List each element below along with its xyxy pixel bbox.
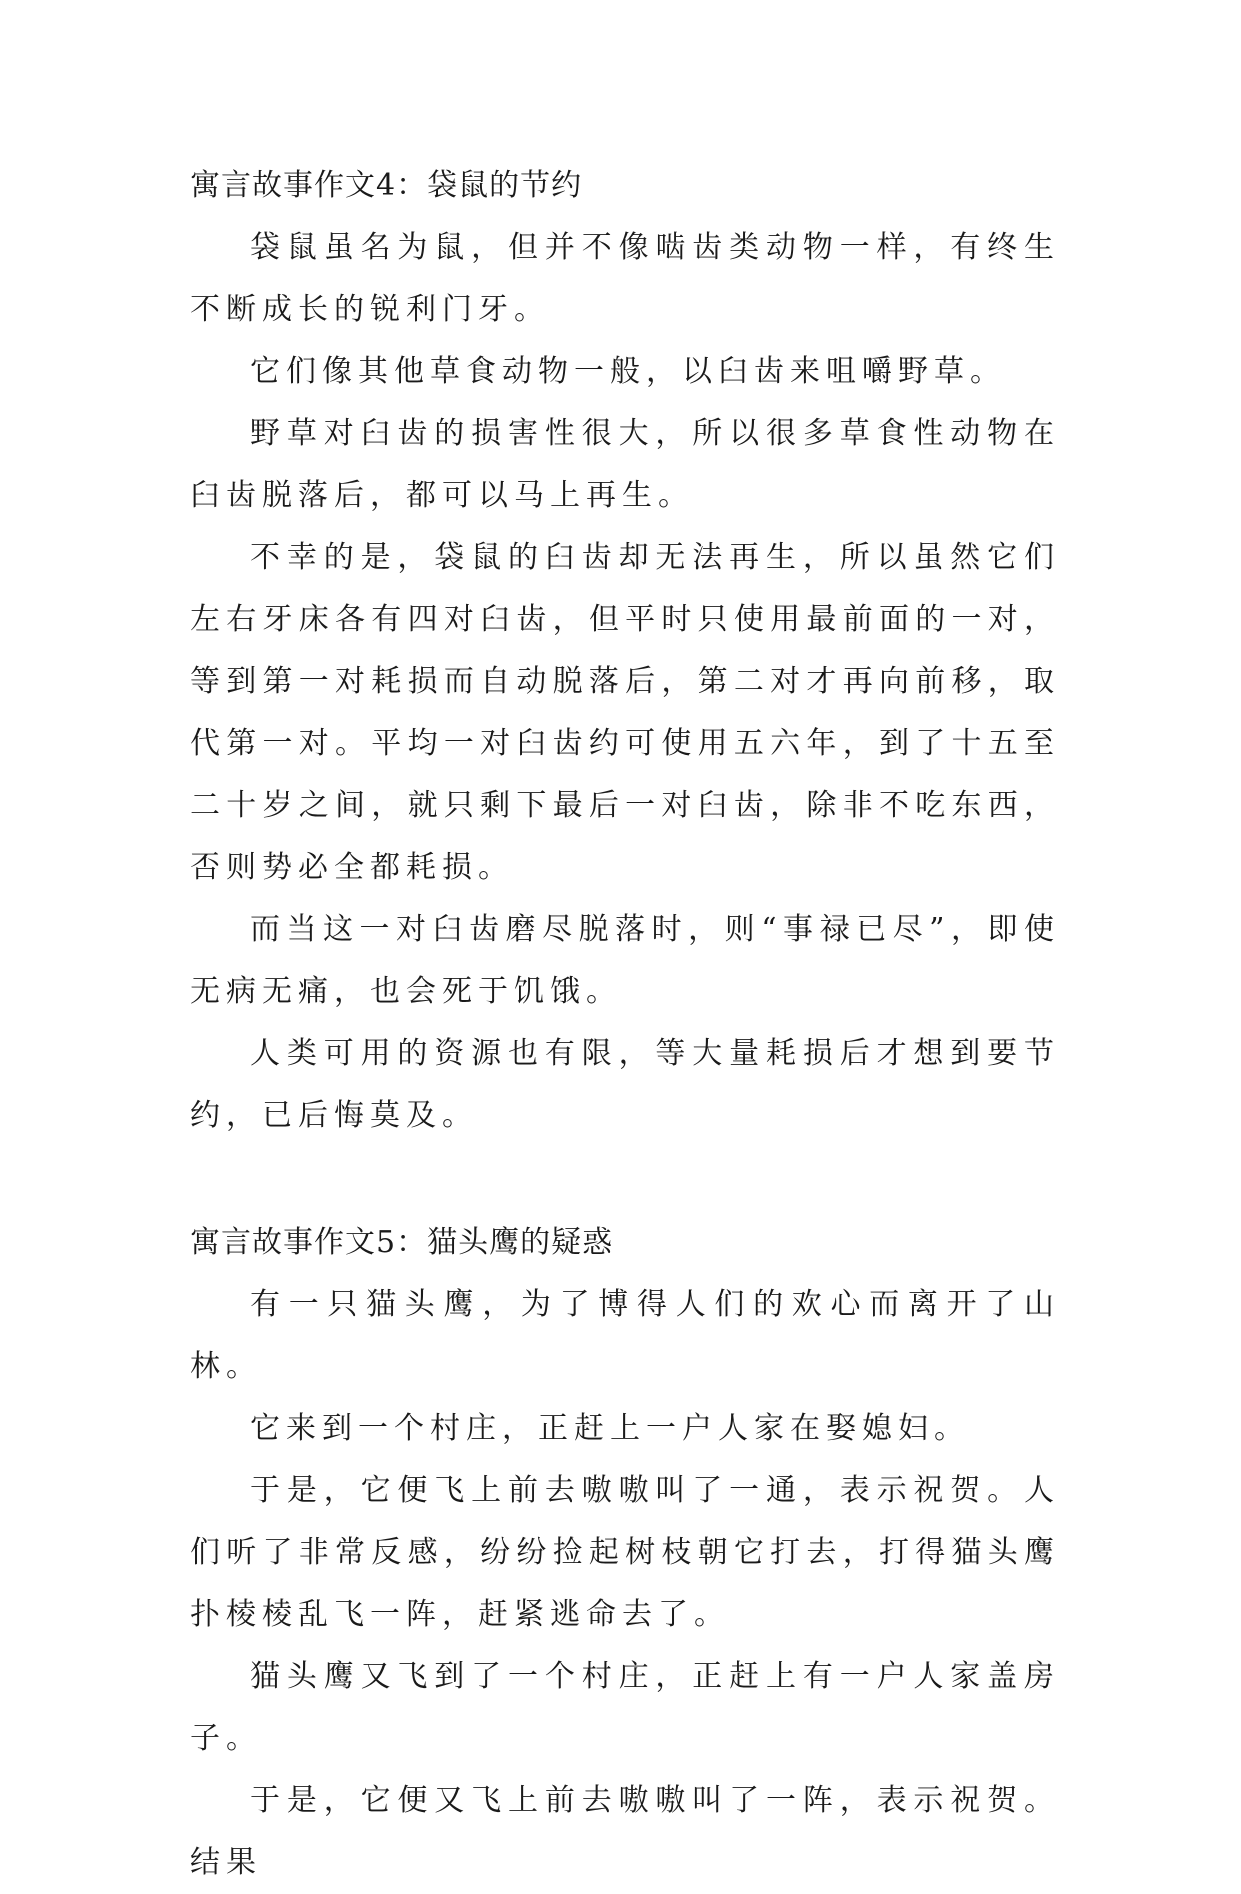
paragraph: 于是，它便飞上前去嗷嗷叫了一通，表示祝贺。人们听了非常反感，纷纷捡起树枝朝它打去，打得猫头鹰扑棱棱乱飞一阵，赶紧逃命去了。 <box>190 1473 1060 1632</box>
paragraph: 而当这一对臼齿磨尽脱落时，则“事禄已尽”，即使无病无痛，也会死于饥饿。 <box>190 912 1060 1009</box>
paragraph: 不幸的是，袋鼠的臼齿却无法再生，所以虽然它们左右牙床各有四对臼齿，但平时只使用最前面的一对，等到第一对耗损而自动脱落后，第二对才再向前移，取代第一对。平均一对臼齿约可使用五六年，到了十五至二十岁之间，就只剩下最后一对臼齿，除非不吃东西，否则势必全都耗损。 <box>190 540 1060 885</box>
paragraph: 它们像其他草食动物一般，以臼齿来咀嚼野草。 <box>250 354 1006 389</box>
paragraph: 人类可用的资源也有限，等大量耗损后才想到要节约，已后悔莫及。 <box>190 1036 1060 1133</box>
story-section-5 <box>190 1212 1060 1894</box>
story-section-4 <box>190 155 1060 1147</box>
document-content <box>190 155 1060 1894</box>
paragraph: 袋鼠虽名为鼠，但并不像啮齿类动物一样，有终生不断成长的锐利门牙。 <box>190 230 1060 327</box>
section-heading: 寓言故事作文4：袋鼠的节约 <box>190 168 583 203</box>
paragraph: 有一只猫头鹰，为了博得人们的欢心而离开了山林。 <box>190 1287 1060 1384</box>
paragraph: 它来到一个村庄，正赶上一户人家在娶媳妇。 <box>250 1411 970 1446</box>
section-heading: 寓言故事作文5：猫头鹰的疑惑 <box>190 1225 614 1260</box>
paragraph: 于是，它便又飞上前去嗷嗷叫了一阵，表示祝贺。结果 <box>190 1783 1060 1880</box>
paragraph: 猫头鹰又飞到了一个村庄，正赶上有一户人家盖房子。 <box>190 1659 1060 1756</box>
paragraph: 野草对臼齿的损害性很大，所以很多草食性动物在臼齿脱落后，都可以马上再生。 <box>190 416 1060 513</box>
